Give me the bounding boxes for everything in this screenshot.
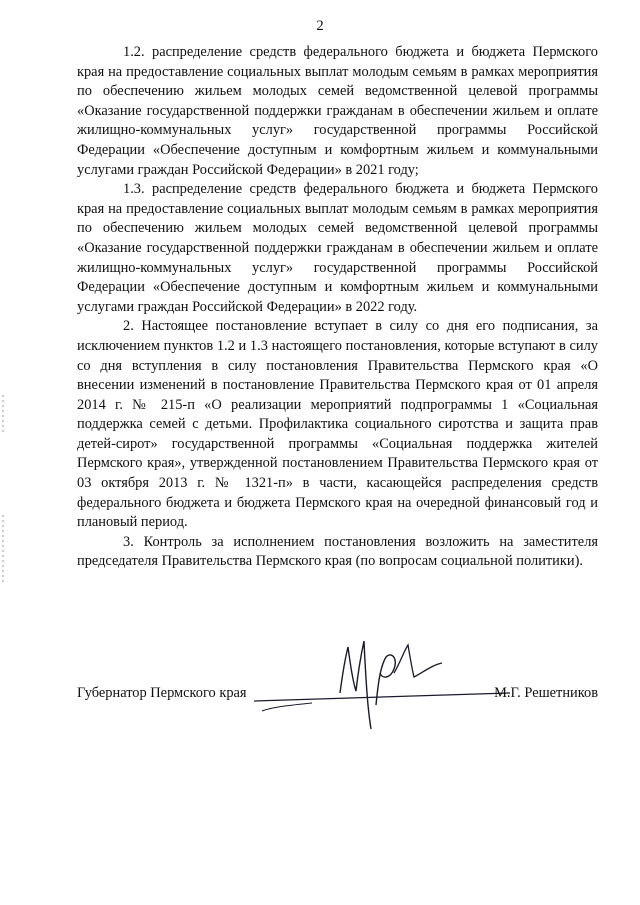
- signature-block: [77, 633, 598, 743]
- signatory-title: Губернатор Пермского края: [77, 685, 247, 701]
- paragraph-1-3: 1.3. распределение средств федерального бюджета и бюджета Пермского края на предоставление социальных выплат молодым семьям в рамках мероприятия по обеспечению жильем молодых семей ведомственной целевой программы «Оказание государственной поддержки гражданам в обеспечении жильем и оплате жилищно-коммунальных услуг» государственной программы Российской Федерации «Обеспечение доступным и комфортным жильем и коммунальными услугами граждан Российской Федерации» в 2022 году.: [77, 181, 598, 315]
- scan-edge-marks: [2, 395, 4, 585]
- paragraph-1-2: 1.2. распределение средств федерального бюджета и бюджета Пермского края на предоставление социальных выплат молодым семьям в рамках мероприятия по обеспечению жильем молодых семей ведомственной целевой программы «Оказание государственной поддержки гражданам в обеспечении жильем и оплате жилищно-коммунальных услуг» государственной программы Российской Федерации «Обеспечение доступным и комфортным жильем и коммунальными услугами граждан Российской Федерации» в 2021 году;: [77, 44, 598, 178]
- paragraph-2: 2. Настоящее постановление вступает в силу со дня его подписания, за исключением пунктов 1.2 и 1.3 настоящего постановления, которые вступают в силу со дня вступления в силу постановления Правительства Пермского края «О внесении изменений в постановление Правительства Пермского края от 01 апреля 2014 г. № 215-п «О реализации мероприятий подпрограммы 1 «Социальная поддержка семей с детьми. Профилактика социального сиротства и защита прав детей-сирот» государственной программы «Социальная поддержка жителей Пермского края», утвержденной постановлением Правительства Пермского края от 03 октября 2013 г. № 1321-п» в части, касающейся распределения средств федерального бюджета и бюджета Пермского края на очередной финансовый год и плановый период.: [77, 318, 598, 531]
- document-body: [77, 43, 598, 572]
- paragraph-3: 3. Контроль за исполнением постановления возложить на заместителя председателя Правительства Пермского края (по вопросам социальной политики).: [77, 533, 598, 570]
- handwritten-signature: [252, 633, 512, 733]
- page-number: 2: [316, 18, 324, 34]
- signatory-name: М.Г. Решетников: [494, 685, 598, 701]
